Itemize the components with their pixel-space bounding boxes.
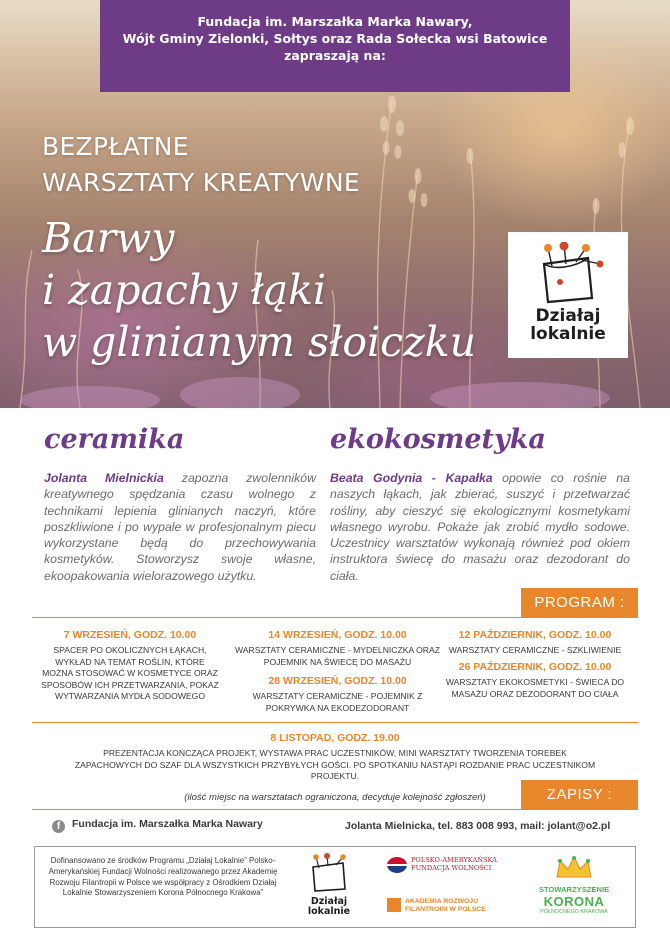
- korona-logo: [529, 855, 619, 921]
- event-title-line-3: w glinianym słoiczku: [42, 318, 476, 366]
- pafw-logo: [387, 855, 517, 879]
- sponsors-footer: [34, 846, 636, 928]
- ceramika-text: zapozna zwolenników kreatywnego spędzania czasu wolnego z technikami lepienia glinianych naczyń, które poszkliwione i po wypale w profesjonalnym piecu wykorzystane będą do przechowywania kosmetyków. Stoworzysz swoje własne, ekoopakowania wielorazowego użytku.: [44, 471, 316, 583]
- event-date: 28 WRZESIEŃ, GODZ. 10.00: [268, 675, 407, 687]
- event-title-line-1: Barwy: [42, 214, 175, 262]
- logo-word-dzialaj: Działaj: [310, 896, 348, 907]
- facebook-link[interactable]: [52, 818, 263, 833]
- divider: [32, 617, 521, 618]
- pafw-name: POLSKO-AMERYKAŃSKA FUNDACJA WOLNOŚCI: [411, 856, 497, 872]
- flower-jar-icon: [530, 242, 606, 306]
- section-heading-ceramika: ceramika: [44, 424, 185, 455]
- instructor-name: Beata Godynia - Kapałka: [330, 471, 493, 485]
- section-heading-ekokosmetyka: ekokosmetyka: [330, 424, 546, 455]
- arfp-name: AKADEMIA ROZWOJU FILANTROPII W POLSCE: [405, 898, 486, 913]
- hero-banner: [0, 0, 670, 408]
- kicker-workshops: WARSZTATY KREATYWNE: [42, 168, 360, 197]
- logo-word-dzialaj: Działaj: [535, 306, 601, 326]
- event-description: PREZENTACJA KOŃCZĄCA PROJEKT, WYSTAWA PRAC UCZESTNIKÓW, MINI WARSZTATY TWORZENIA TOREBEK ZAPACHOWYCH DO SZAF DLA WSZYSTKICH PRZYBYŁYCH GOŚCI. PO SPOTKANIU NASTĄPI ROZDANIE PRAC UCZESTNIKOM PROJEKTU.: [74, 748, 596, 781]
- event-title-line-2: i zapachy łąki: [42, 266, 327, 314]
- logo-word-lokalnie: lokalnie: [307, 906, 351, 917]
- flower-jar-icon: [303, 853, 355, 893]
- divider: [32, 722, 638, 723]
- arfp-logo: [387, 897, 517, 917]
- flag-emblem-icon: [387, 857, 407, 873]
- invitation-line-3: zapraszają na:: [284, 48, 386, 63]
- seats-note: (ilość miejsc na warsztatach ograniczona, decyduje kolejność zgłoszeń): [184, 792, 486, 803]
- korona-line-2: KORONA: [543, 894, 605, 909]
- event-date: 14 WRZESIEŃ, GODZ. 10.00: [268, 629, 407, 641]
- dzialaj-lokalnie-small-logo: [303, 853, 355, 921]
- invitation-line-2: Wójt Gminy Zielonki, Sołtys oraz Rada Sołecka wsi Batowice: [122, 31, 548, 46]
- invitation-banner: [100, 0, 570, 92]
- zapisy-label: ZAPISY :: [521, 780, 638, 810]
- facebook-icon: f: [52, 820, 65, 833]
- contact-info: Jolanta Mielnicka, tel. 883 008 993, mail: jolant@o2.pl: [345, 820, 611, 832]
- instructor-name: Jolanta Mielnickia: [44, 471, 164, 485]
- event-description: SPACER PO OKOLICZNYCH ŁĄKACH, WYKŁAD NA TEMAT ROŚLIN, KTÓRE MOŻNA STOSOWAĆ W KOSMETYCE ORAZ SPOSOBÓW ICH PRZETWARZANIA, POKAZ WYTWARZANIA MYDŁA SODOWEGO: [41, 645, 219, 701]
- korona-line-1: STOWARZYSZENIE: [538, 885, 610, 894]
- korona-line-3: PÓŁNOCNEGO KRAKOWA: [540, 909, 608, 915]
- event-description: WARSZTATY CERAMICZNE - SZKLIWIENIE: [448, 645, 622, 655]
- logo-word-lokalnie: lokalnie: [530, 324, 606, 344]
- ekokosmetyka-description: [330, 470, 630, 584]
- dzialaj-lokalnie-logo: [508, 232, 628, 358]
- event-date: 8 LISTOPAD, GODZ. 19.00: [270, 732, 400, 744]
- event-description: WARSZTATY CERAMICZNE - MYDELNICZKA ORAZ POJEMNIK NA ŚWIECĘ DO MASAŻU: [235, 645, 440, 667]
- event-description: WARSZTATY CERAMICZNE - POJEMNIK Z POKRYWKA NA EKODEZODORANT: [252, 691, 423, 713]
- event-description: WARSZTATY EKOKOSMETYKI - ŚWIECA DO MASAŻU ORAZ DEZODORANT DO CIAŁA: [445, 677, 625, 699]
- crown-icon: [554, 855, 594, 881]
- kicker-free: BEZPŁATNE: [42, 132, 189, 161]
- divider: [32, 809, 521, 810]
- funding-statement: Dofinansowano ze środków Programu „Działaj Lokalnie” Polsko-Amerykańskiej Fundacji Wolności realizowanego przez Akademię Rozwoju Filantropii w Polsce we współpracy z Ośrodkiem Działaj Lokalnie Stowarzyszeniem Korona Północnego Krakowa”: [48, 856, 278, 898]
- arfp-square-icon: [387, 898, 401, 912]
- program-label: PROGRAM :: [521, 588, 638, 618]
- event-date: 26 PAŹDZIERNIK, GODZ. 10.00: [458, 661, 612, 673]
- event-date: 7 WRZESIEŃ, GODZ. 10.00: [63, 629, 197, 641]
- invitation-line-1: Fundacja im. Marszałka Marka Nawary,: [197, 14, 473, 29]
- facebook-page-name: Fundacja im. Marszałka Marka Nawary: [72, 818, 263, 830]
- event-date: 12 PAŹDZIERNIK, GODZ. 10.00: [458, 629, 612, 641]
- ceramika-description: [44, 470, 316, 584]
- ekokosmetyka-text: opowie co rośnie na naszych łąkach, jak zbierać, suszyć i przetwarzać rośliny, aby cieszyć się ekologicznymi kosmetykami własnego wyrobu. Pokaże jak zrobić mydło sodowe. Uczestnicy warsztatów wykonają również pod okiem instruktora świecę do masażu oraz dezodorant do ciała.: [330, 471, 630, 583]
